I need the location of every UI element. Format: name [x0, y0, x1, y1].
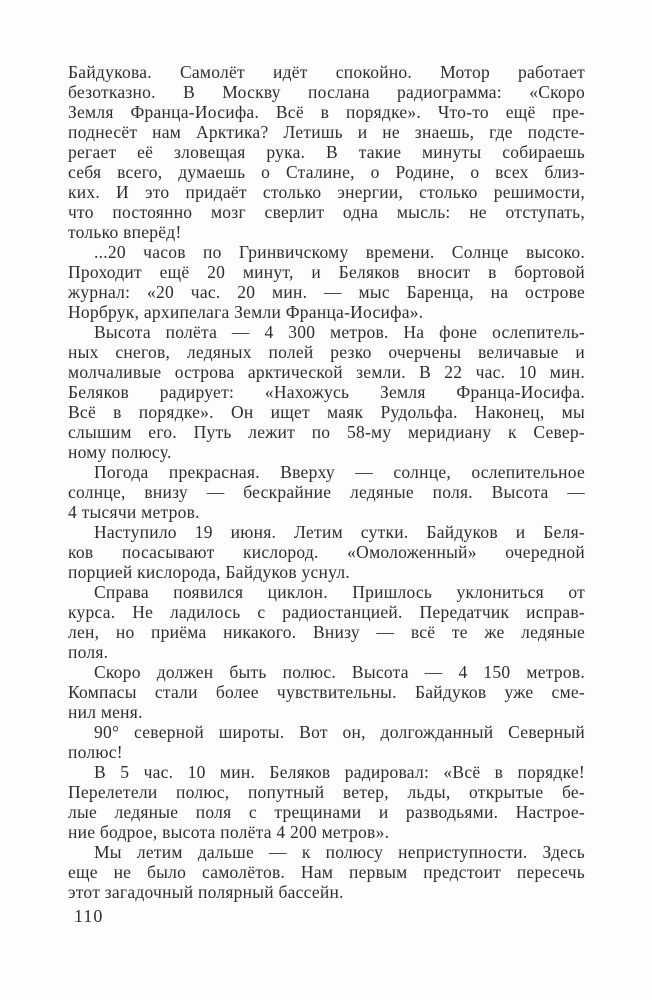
- text-line: поля.: [68, 642, 109, 662]
- page-number: 110: [74, 906, 104, 926]
- text-line: Проходит ещё 20 минут, и Беляков вносит в бортовой: [68, 262, 585, 282]
- paragraph: [68, 662, 585, 722]
- paragraph: [68, 242, 585, 322]
- text-line: этот загадочный полярный бассейн.: [68, 882, 344, 902]
- text-line: Компасы стали более чувствительны. Байдуков уже сме-: [68, 682, 585, 702]
- text-line: лые ледяные поля с трещинами и разводьями. Настрое-: [68, 802, 585, 822]
- text-line: Мы летим дальше — к полюсу неприступности. Здесь: [94, 842, 585, 862]
- text-line: В 5 час. 10 мин. Беляков радировал: «Всё в порядке!: [94, 762, 585, 782]
- text-block: [68, 62, 585, 902]
- text-line: Всё в порядке». Он ищет маяк Рудольфа. Наконец, мы: [68, 402, 585, 422]
- text-line: ких. И это придаёт столько энергии, столько решимости,: [68, 182, 585, 202]
- text-line: ...20 часов по Гринвичскому времени. Солнце высоко.: [94, 242, 585, 262]
- text-line: ному полюсу.: [68, 442, 172, 462]
- text-line: Справа появился циклон. Пришлось уклониться от: [94, 582, 585, 602]
- text-line: Байдукова. Самолёт идёт спокойно. Мотор работает: [68, 62, 585, 82]
- text-line: себя всего, думаешь о Сталине, о Родине, о всех близ-: [68, 162, 585, 182]
- text-line: Перелетели полюс, попутный ветер, льды, открытые бе-: [68, 782, 585, 802]
- text-line: полюс!: [68, 742, 123, 762]
- text-line: Земля Франца-Иосифа. Всё в порядке». Что-то ещё пре-: [68, 102, 585, 122]
- text-line: еще не было самолётов. Нам первым предстоит пересечь: [68, 862, 585, 882]
- text-line: нил меня.: [68, 702, 143, 722]
- paragraph: [68, 722, 585, 762]
- text-line: молчаливые острова арктической земли. В 22 час. 10 мин.: [68, 362, 585, 382]
- paragraph: [68, 462, 585, 522]
- paragraph: [68, 582, 585, 662]
- paragraph: [68, 762, 585, 842]
- text-line: ков посасывают кислород. «Омоложенный» очередной: [68, 542, 585, 562]
- paragraph: [68, 62, 585, 242]
- paragraph: [68, 522, 585, 582]
- text-line: ние бодрое, высота полёта 4 200 метров».: [68, 822, 390, 842]
- text-line: 4 тысячи метров.: [68, 502, 200, 522]
- text-line: Погода прекрасная. Вверху — солнце, ослепительное: [94, 462, 585, 482]
- text-line: ных снегов, ледяных полей резко очерчены величавые и: [68, 342, 585, 362]
- text-line: Высота полёта — 4 300 метров. На фоне ослепитель-: [94, 322, 585, 342]
- text-line: солнце, внизу — бескрайние ледяные поля. Высота —: [68, 482, 585, 502]
- text-line: Беляков радирует: «Нахожусь Земля Франца-Иосифа.: [68, 382, 585, 402]
- text-line: слышим его. Путь лежит по 58-му меридиану к Север-: [68, 422, 585, 442]
- text-line: что постоянно мозг сверлит одна мысль: не отступать,: [68, 202, 585, 222]
- text-line: безотказно. В Москву послана радиограмма: «Скоро: [68, 82, 585, 102]
- text-line: Наступило 19 июня. Летим сутки. Байдуков и Беля-: [94, 522, 585, 542]
- paragraph: [68, 322, 585, 462]
- text-line: только вперёд!: [68, 222, 182, 242]
- text-line: журнал: «20 час. 20 мин. — мыс Баренца, на острове: [68, 282, 585, 302]
- text-line: Скоро должен быть полюс. Высота — 4 150 метров.: [94, 662, 585, 682]
- text-line: 90° северной широты. Вот он, долгожданный Северный: [94, 722, 585, 742]
- text-line: лен, но приёма никакого. Внизу — всё те же ледяные: [68, 622, 585, 642]
- text-line: регает её зловещая рука. В такие минуты собираешь: [68, 142, 585, 162]
- text-line: курса. Не ладилось с радиостанцией. Передатчик исправ-: [68, 602, 585, 622]
- text-line: Норбрук, архипелага Земли Франца-Иосифа».: [68, 302, 424, 322]
- text-line: поднесёт нам Арктика? Летишь и не знаешь, где подсте-: [68, 122, 585, 142]
- text-line: порцией кислорода, Байдуков уснул.: [68, 562, 350, 582]
- paragraph: [68, 842, 585, 902]
